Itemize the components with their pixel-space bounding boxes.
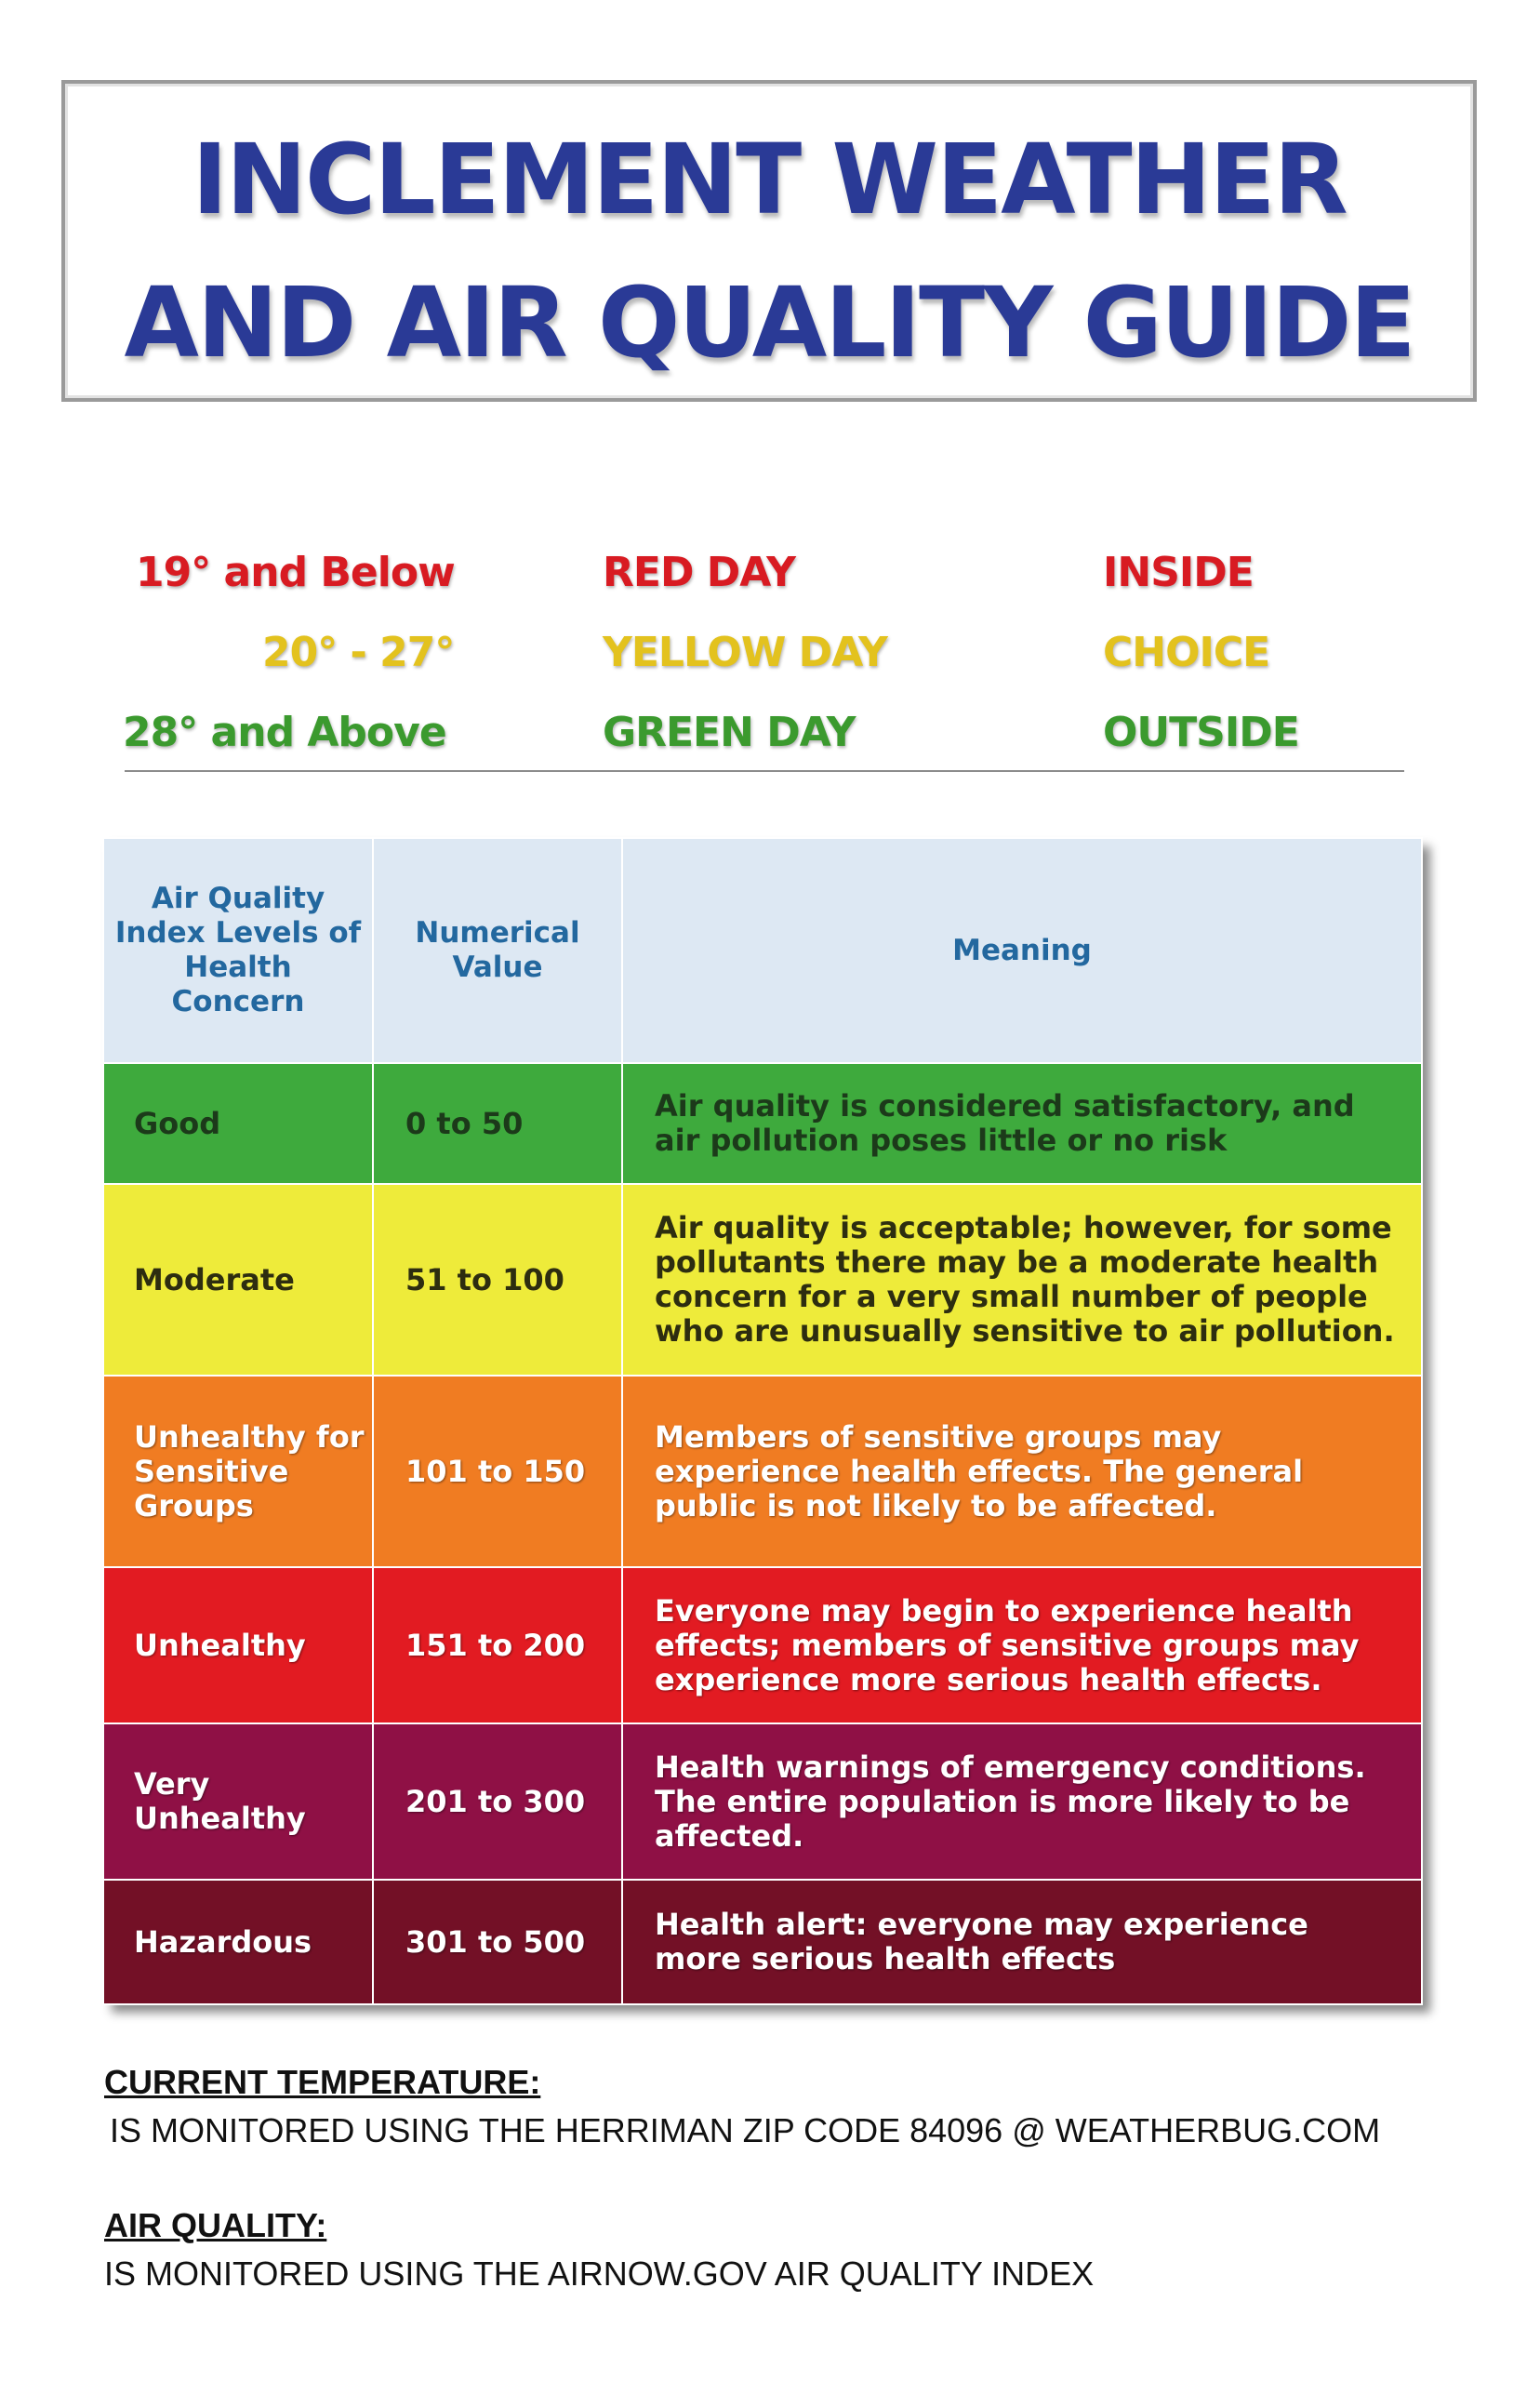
aqi-row-unhealthy — [103, 1567, 1422, 1723]
value-cell: 101 to 150 — [373, 1376, 622, 1567]
level-cell: Good — [103, 1063, 373, 1184]
title-line-2: AND AIR QUALITY GUIDE — [124, 266, 1414, 379]
inside-label: INSIDE — [1103, 549, 1254, 596]
meaning-cell: Air quality is acceptable; however, for some pollutants there may be a moderate health concern for a very small number of people who are unusually sensitive to air pollution. — [622, 1184, 1422, 1376]
header-value: Numerical Value — [373, 838, 622, 1063]
green-day-label: GREEN DAY — [603, 709, 856, 756]
air-quality-heading: AIR QUALITY: — [104, 2206, 327, 2244]
aqi-row-sensitive-groups — [103, 1376, 1422, 1567]
aqi-table — [102, 837, 1423, 2005]
meaning-cell: Members of sensitive groups may experience health effects. The general public is not likely to be affected. — [622, 1376, 1422, 1567]
meaning-cell: Health warnings of emergency conditions. The entire population is more likely to be affected. — [622, 1723, 1422, 1880]
value-cell: 51 to 100 — [373, 1184, 622, 1376]
level-cell: Very Unhealthy — [103, 1723, 373, 1880]
temp-28-above: 28° and Above — [123, 709, 446, 756]
level-cell: Unhealthy — [103, 1567, 373, 1723]
aqi-row-moderate — [103, 1184, 1422, 1376]
value-cell: 151 to 200 — [373, 1567, 622, 1723]
header-levels: Air Quality Index Levels of Health Concern — [103, 838, 373, 1063]
level-cell: Hazardous — [103, 1880, 373, 2004]
aqi-row-hazardous — [103, 1880, 1422, 2004]
air-quality-text: IS MONITORED USING THE AIRNOW.GOV AIR QUALITY INDEX — [104, 2255, 1095, 2293]
meaning-cell: Air quality is considered satisfactory, and air pollution poses little or no risk — [622, 1063, 1422, 1184]
value-cell: 301 to 500 — [373, 1880, 622, 2004]
title-line-1: INCLEMENT WEATHER — [192, 123, 1347, 236]
current-temperature-text: IS MONITORED USING THE HERRIMAN ZIP CODE 84096 @ WEATHERBUG.COM — [110, 2111, 1381, 2149]
title-box — [61, 80, 1477, 402]
red-day-label: RED DAY — [603, 549, 796, 596]
outside-label: OUTSIDE — [1103, 709, 1299, 756]
level-cell: Unhealthy for Sensitive Groups — [103, 1376, 373, 1567]
aqi-row-good — [103, 1063, 1422, 1184]
aqi-row-very-unhealthy — [103, 1723, 1422, 1880]
current-temperature-heading: CURRENT TEMPERATURE: — [104, 2063, 541, 2101]
level-cell: Moderate — [103, 1184, 373, 1376]
meaning-cell: Health alert: everyone may experience more serious health effects — [622, 1880, 1422, 2004]
choice-label: CHOICE — [1103, 629, 1270, 676]
yellow-day-label: YELLOW DAY — [603, 629, 887, 676]
value-cell: 0 to 50 — [373, 1063, 622, 1184]
aqi-header-row — [103, 838, 1422, 1063]
aqi-table-container — [102, 837, 1421, 2003]
value-cell: 201 to 300 — [373, 1723, 622, 1880]
temp-20-27: 20° - 27° — [262, 629, 455, 676]
temp-19-below: 19° and Below — [136, 549, 455, 596]
meaning-cell: Everyone may begin to experience health effects; members of sensitive groups may experience more serious health effects. — [622, 1567, 1422, 1723]
header-meaning: Meaning — [622, 838, 1422, 1063]
divider-rule — [125, 770, 1404, 772]
